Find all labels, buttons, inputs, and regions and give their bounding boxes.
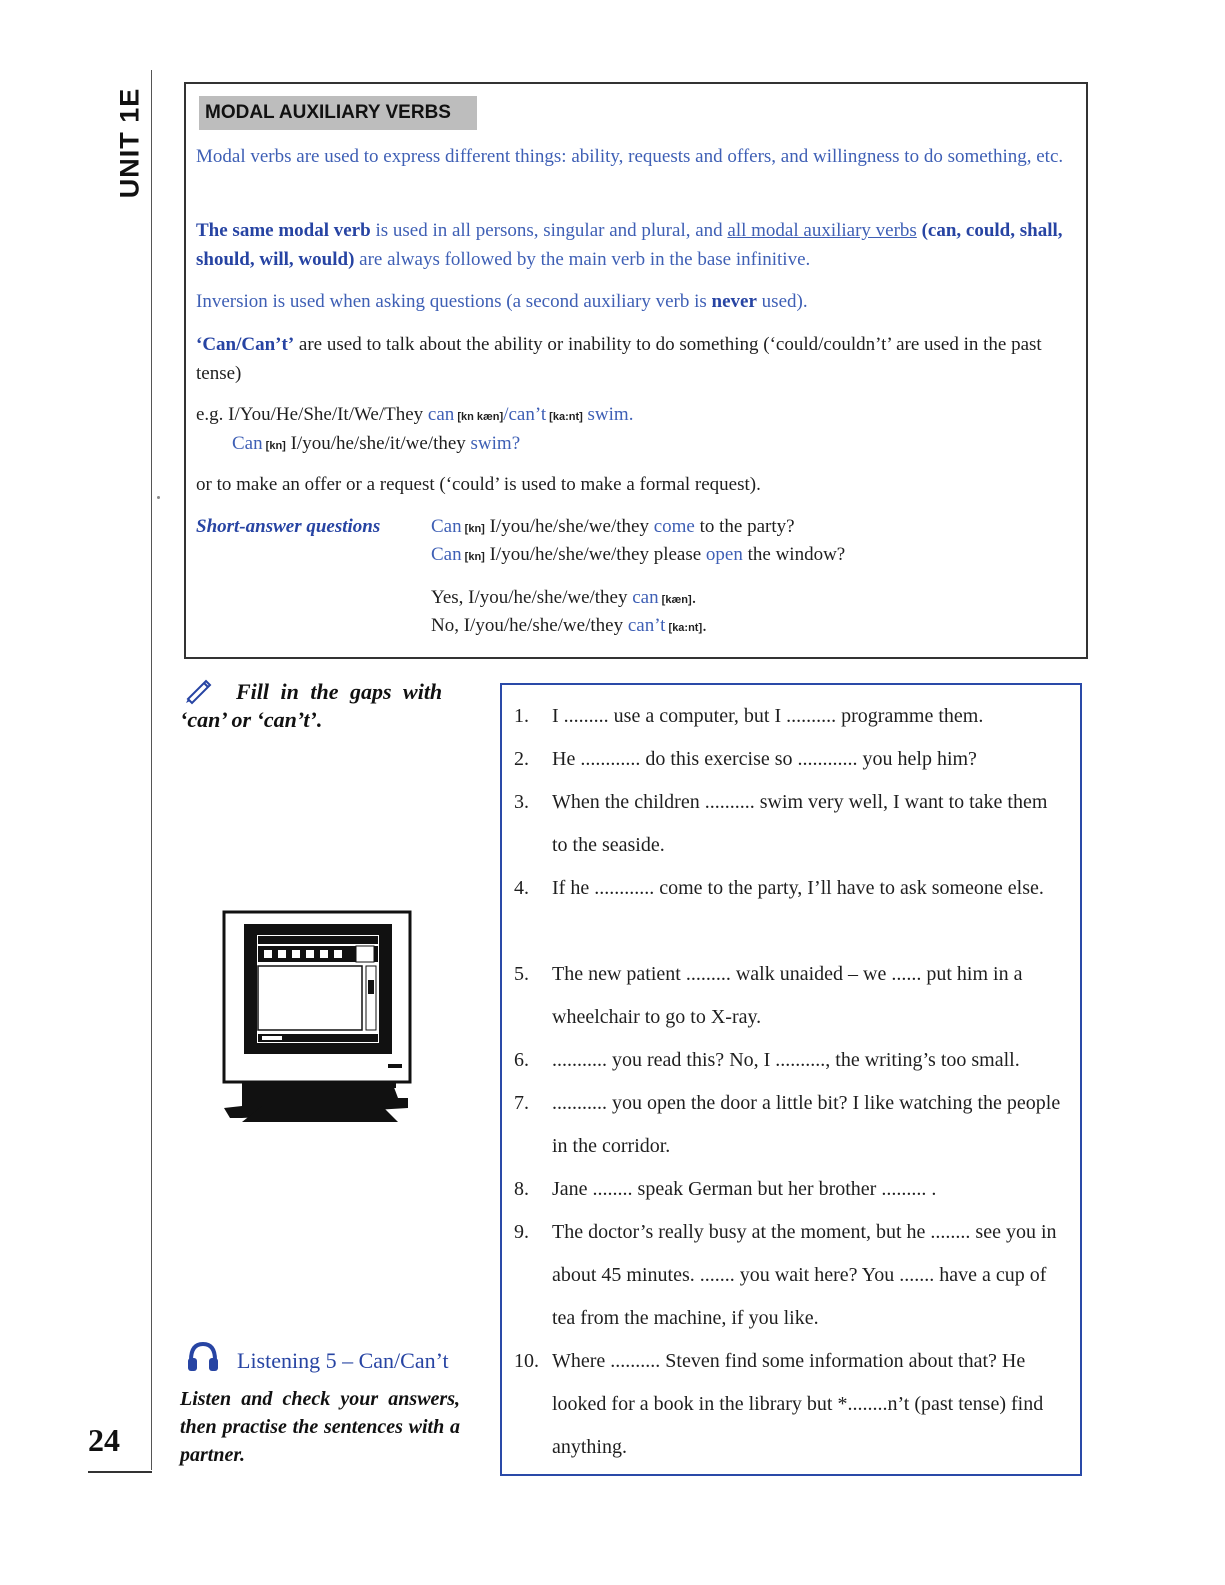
a2-phon: [ka:nt] [665, 622, 703, 634]
a1-phon: [kæn] [658, 594, 692, 606]
instruction-line-2: ‘can’ or ‘can’t’. [180, 707, 323, 732]
grammar-para-4 [196, 330, 1076, 388]
q2-verb: open [705, 544, 743, 565]
grammar-box-title: MODAL AUXILIARY VERBS [199, 96, 477, 130]
exercise-number: 2. [514, 748, 529, 770]
page-speck [157, 496, 160, 499]
q2-tail: the window? [742, 544, 846, 565]
para4-text: are used to talk about the ability or inability to do something (‘could/couldn’t’ are used in the past tense) [196, 334, 1042, 384]
exercise-text: Where .......... Steven find some information about that? He looked for a book in the library but *........n’t (past tense) find anything. [552, 1350, 1044, 1458]
exercise-text: I ......... use a computer, but I .......... programme them. [552, 705, 984, 727]
a2-cant: can’t [627, 615, 666, 636]
short-answer-label: Short-answer questions [196, 516, 381, 537]
q1-subject: I/you/he/she/we/they [484, 516, 654, 537]
q1-verb: come [653, 516, 695, 537]
exercise-number: 5. [514, 963, 529, 985]
short-answer-q2 [431, 541, 845, 571]
exercise-text: He ............ do this exercise so ............ you help him? [552, 748, 977, 770]
exercise-text: Jane ........ speak German but her brother ......... . [552, 1178, 937, 1200]
exercise-number: 8. [514, 1178, 529, 1200]
example-line-1 [196, 401, 633, 431]
para2-underlined: all modal auxiliary verbs [727, 220, 917, 241]
exercise-text: The doctor’s really busy at the moment, but he ........ see you in about 45 minutes. ....... you wait here? You ....... have a cup of tea from the machine, if you like. [552, 1221, 1057, 1329]
q1-tail: to the party? [694, 516, 795, 537]
sidebar-rule [151, 70, 152, 1470]
example2-can: Can [232, 433, 263, 454]
para3-start: Inversion is used when asking questions (a second auxiliary verb is [196, 291, 712, 312]
exercise-text: ........... you read this? No, I .........., the writing’s too small. [552, 1049, 1020, 1071]
unit-label: UNIT 1E [114, 87, 145, 199]
q1-can: Can [431, 516, 462, 537]
para2-lead: The same modal verb [196, 220, 371, 241]
example1-phon1: [kn kæn] [454, 411, 504, 423]
exercise-number: 9. [514, 1221, 529, 1243]
grammar-para-1: Modal verbs are used to express different things: ability, requests and offers, and willingness to do something, etc. [196, 146, 1064, 167]
para2-tail: are always followed by the main verb in the base infinitive. [354, 249, 811, 270]
exercise-text: ........... you open the door a little bit? I like watching the people in the corridor. [552, 1092, 1061, 1157]
exercise-box [500, 683, 1082, 1476]
instruction-line-1: Fill in the gaps with [236, 679, 443, 704]
para2-bold-list: (can, could, shall, should, will, would) [196, 220, 1063, 270]
example2-verb: swim? [470, 433, 521, 454]
offer-line: or to make an offer or a request (‘could’ is used to make a formal request). [196, 474, 761, 495]
exercise-text: When the children .......... swim very well, I want to take them to the seaside. [552, 791, 1048, 856]
para4-lead: ‘Can/Can’t’ [196, 334, 295, 355]
exercise-number: 6. [514, 1049, 529, 1071]
a1-can: can [632, 587, 659, 608]
q2-phon: [kn] [461, 551, 485, 563]
para2-mid: is used in all persons, singular and plural, and [370, 220, 728, 241]
a1-end: . [691, 587, 697, 608]
listening-instructions: Listen and check your answers, then practise the sentences with a partner. [180, 1388, 460, 1466]
exercise-text: The new patient ......... walk unaided – we ...... put him in a wheelchair to go to X-ray. [552, 963, 1023, 1028]
short-answer-no [431, 612, 707, 642]
a1-text: Yes, I/you/he/she/we/they [431, 587, 633, 608]
q2-can: Can [431, 544, 462, 565]
exercise-instruction [180, 678, 465, 734]
q1-phon: [kn] [461, 523, 485, 535]
example1-phon2: [ka:nt] [546, 411, 583, 423]
listening-title: Listening 5 – Can/Can’t [237, 1348, 449, 1373]
exercise-number: 10. [514, 1350, 539, 1372]
example2-phon: [kn] [262, 440, 286, 452]
short-answer-yes [431, 584, 696, 614]
page-number-rule [88, 1471, 152, 1473]
exercise-text: If he ............ come to the party, I’ll have to ask someone else. [552, 877, 1044, 899]
grammar-para-2 [196, 216, 1076, 274]
example1-slash: / [503, 404, 509, 425]
short-answer-q1 [431, 513, 795, 543]
grammar-box [184, 82, 1088, 659]
computer-monitor-illustration [222, 910, 412, 1130]
page-number: 24 [88, 1422, 120, 1458]
exercise-number: 1. [514, 705, 529, 727]
a2-end: . [702, 615, 707, 636]
para3-end: used). [756, 291, 808, 312]
example1-prefix: e.g. I/You/He/She/It/We/They [196, 404, 428, 425]
grammar-para-3 [196, 287, 1076, 316]
para3-never: never [711, 291, 757, 312]
exercise-number: 4. [514, 877, 529, 899]
example2-subject: I/you/he/she/it/we/they [285, 433, 471, 454]
example-line-2 [232, 430, 520, 460]
example1-verb: swim. [582, 404, 634, 425]
example1-cant: can’t [508, 404, 547, 425]
example1-can: can [427, 404, 455, 425]
headphones-icon [187, 1340, 219, 1374]
a2-text: No, I/you/he/she/we/they [431, 615, 628, 636]
q2-subject: I/you/he/she/we/they please [484, 544, 706, 565]
exercise-number: 7. [514, 1092, 529, 1114]
exercise-number: 3. [514, 791, 529, 813]
